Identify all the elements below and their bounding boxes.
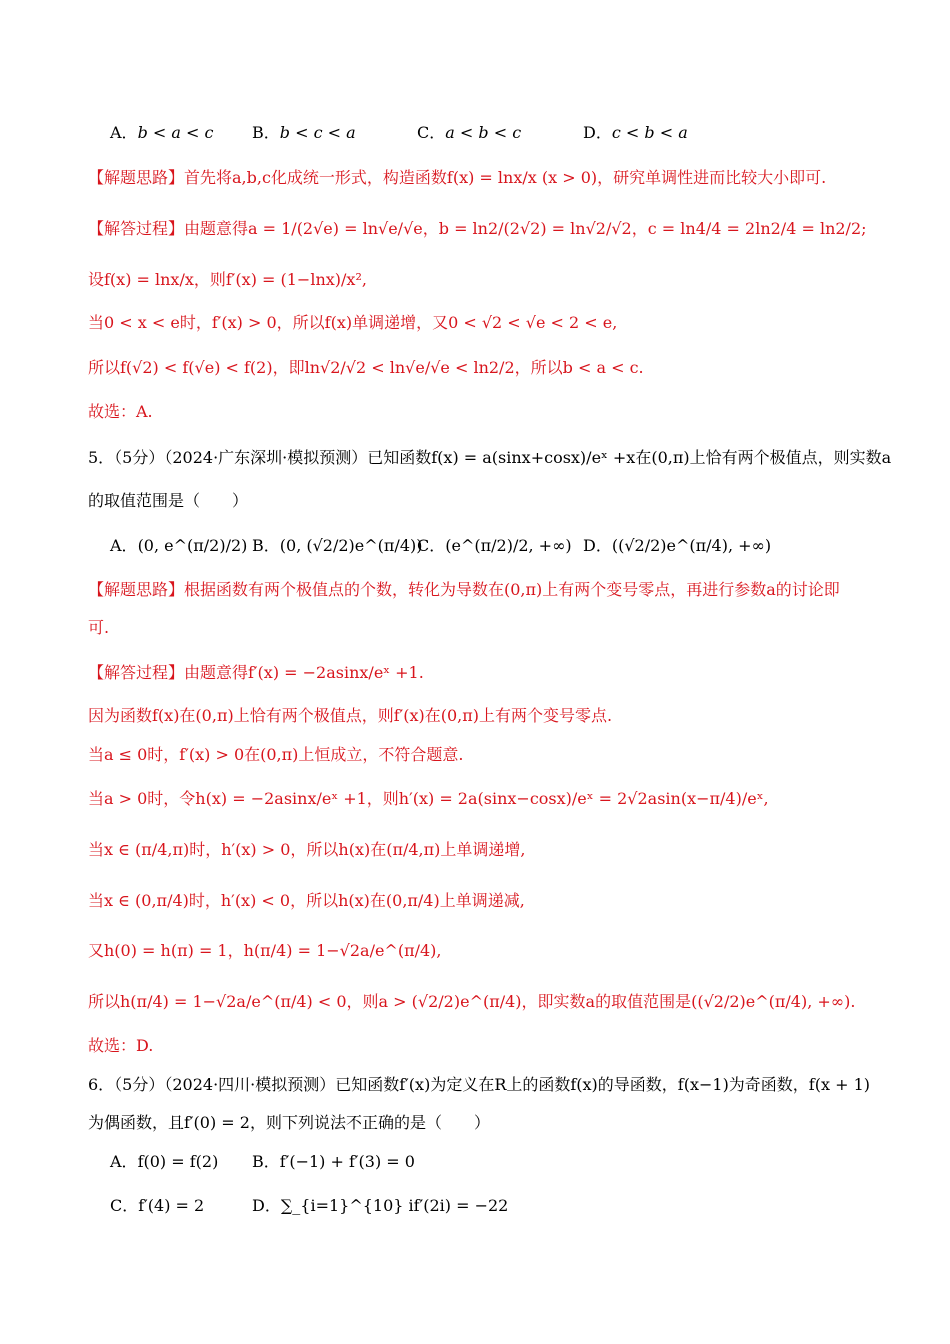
option-d: D．∑_{i=1}^{10} if′(2i) = −22: [252, 1196, 509, 1215]
question-stem: 5．（5分）（2024·广东深圳·模拟预测）已知函数f(x) = a(sinx+cosx)/eˣ +x在(0,π)上恰有两个极值点，则实数a: [88, 448, 892, 467]
option-c: C．(e^(π/2)/2, +∞): [417, 536, 572, 555]
solution-idea: 【解题思路】首先将a,b,c化成统一形式，构造函数f(x) = lnx/x (x > 0)，研究单调性进而比较大小即可.: [88, 168, 827, 187]
option-d: D．((√2/2)e^(π/4), +∞): [583, 536, 772, 555]
option-c: C．f′(4) = 2: [110, 1196, 205, 1215]
option-b: B．b < c < a: [252, 123, 356, 142]
option-a: A．b < a < c: [110, 123, 214, 142]
solution-step: 当x ∈ (0,π/4)时，h′(x) < 0，所以h(x)在(0,π/4)上单调递减,: [88, 891, 525, 910]
solution-step: 因为函数f(x)在(0,π)上恰有两个极值点，则f′(x)在(0,π)上有两个变号零点.: [88, 706, 613, 725]
solution-step: 【解答过程】由题意得f′(x) = −2asinx/eˣ +1.: [88, 663, 424, 682]
question-stem: 的取值范围是（ ）: [88, 491, 249, 510]
question-stem: 为偶函数，且f′(0) = 2，则下列说法不正确的是（ ）: [88, 1113, 490, 1132]
solution-step: 【解答过程】由题意得a = 1/(2√e) = ln√e/√e，b = ln2/(2√2) = ln√2/√2，c = ln4/4 = 2ln2/4 = ln2/2;: [88, 219, 867, 238]
option-a: A．(0, e^(π/2)/2): [110, 536, 248, 555]
answer-line: 故选：D.: [88, 1036, 154, 1055]
option-b: B．(0, (√2/2)e^(π/4)): [252, 536, 423, 555]
answer-line: 故选：A.: [88, 402, 153, 421]
option-a: A．f(0) = f(2): [110, 1152, 219, 1171]
option-c: C．a < b < c: [417, 123, 522, 142]
solution-step: 当a ≤ 0时，f′(x) > 0在(0,π)上恒成立，不符合题意.: [88, 745, 464, 764]
solution-idea: 可.: [88, 618, 110, 637]
solution-step: 所以h(π/4) = 1−√2a/e^(π/4) < 0，则a > (√2/2)e^(π/4)，即实数a的取值范围是((√2/2)e^(π/4), +∞).: [88, 992, 856, 1011]
solution-step: 当a > 0时，令h(x) = −2asinx/eˣ +1，则h′(x) = 2a(sinx−cosx)/eˣ = 2√2asin(x−π/4)/eˣ,: [88, 789, 769, 808]
question-stem: 6．（5分）（2024·四川·模拟预测）已知函数f′(x)为定义在R上的函数f(x)的导函数，f(x−1)为奇函数，f(x + 1): [88, 1075, 870, 1094]
option-b: B．f′(−1) + f′(3) = 0: [252, 1152, 415, 1171]
solution-step: 当0 < x < e时，f′(x) > 0，所以f(x)单调递增，又0 < √2 < √e < 2 < e,: [88, 313, 618, 332]
solution-step: 所以f(√2) < f(√e) < f(2)，即ln√2/√2 < ln√e/√e < ln2/2，所以b < a < c.: [88, 358, 644, 377]
solution-idea: 【解题思路】根据函数有两个极值点的个数，转化为导数在(0,π)上有两个变号零点，再进行参数a的讨论即: [88, 580, 840, 599]
solution-step: 又h(0) = h(π) = 1，h(π/4) = 1−√2a/e^(π/4),: [88, 941, 442, 960]
option-d: D．c < b < a: [583, 123, 688, 142]
solution-step: 当x ∈ (π/4,π)时，h′(x) > 0，所以h(x)在(π/4,π)上单调递增,: [88, 840, 526, 859]
solution-step: 设f(x) = lnx/x，则f′(x) = (1−lnx)/x²,: [88, 270, 367, 289]
